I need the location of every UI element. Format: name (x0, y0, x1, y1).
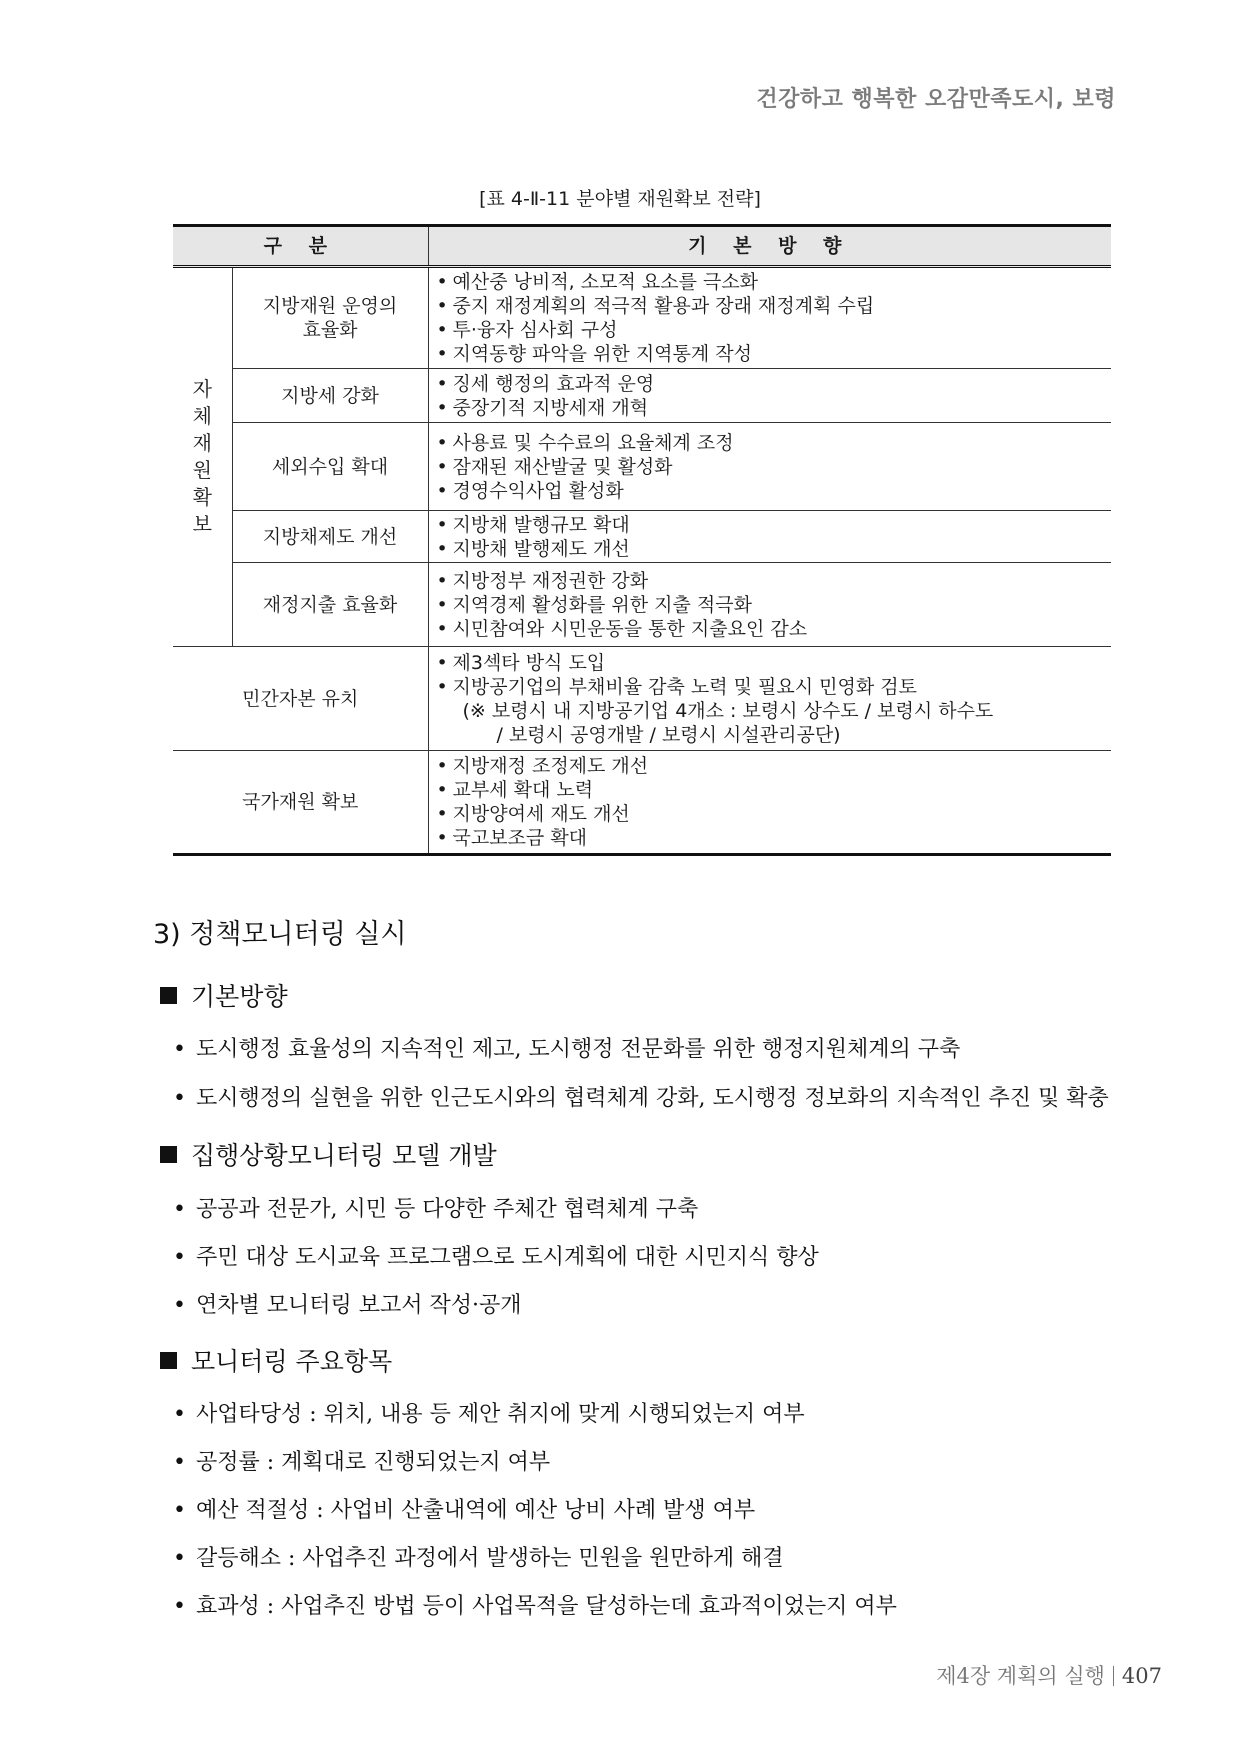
list-item: • 지방채 발행제도 개선 (435, 537, 1112, 561)
list-item: • 지방채 발행규모 확대 (435, 513, 1112, 537)
bullet-dot-icon: • (173, 1197, 186, 1222)
square-bullet-icon (160, 1146, 177, 1163)
bullet-item (173, 1493, 755, 1524)
list-item: • 지방공기업의 부채비율 감축 노력 및 필요시 민영화 검토 (435, 675, 1112, 699)
page-footer (936, 1660, 1162, 1690)
bullet-dot-icon: • (173, 1546, 186, 1571)
list-item: • 지방정부 재정권한 강화 (435, 569, 1112, 593)
row-label: 재정지출 효율화 (232, 563, 428, 647)
bullet-text: 연차별 모니터링 보고서 작성·공개 (195, 1293, 522, 1318)
list-note: (※ 보령시 내 지방공기업 4개소 : 보령시 상수도 / 보령시 하수도 (462, 699, 994, 722)
self-finance-category (173, 267, 232, 647)
bullet-item (173, 1397, 805, 1428)
list-item: • 교부세 확대 노력 (435, 778, 1112, 802)
bullet-text: 효과성 : 사업추진 방법 등이 사업목적을 달성하는데 효과적이었는지 여부 (195, 1594, 897, 1619)
bullet-text: 예산 적절성 : 사업비 산출내역에 예산 낭비 사례 발생 여부 (195, 1498, 756, 1523)
bullet-dot-icon: • (173, 1293, 186, 1318)
bullet-dot-icon: • (173, 1450, 186, 1475)
table-row (173, 369, 1111, 423)
table-row (173, 511, 1111, 563)
list-item: • 사용료 및 수수료의 요율체계 조정 (435, 431, 1112, 455)
list-item: • 중장기적 지방세재 개혁 (435, 396, 1112, 420)
row-items (428, 423, 1111, 511)
row-items (428, 511, 1111, 563)
subheading-basic-direction (160, 977, 288, 1013)
list-item: • 잠재된 재산발굴 및 활성화 (435, 455, 1112, 479)
square-bullet-icon (160, 1352, 177, 1369)
table-row (173, 647, 1111, 751)
bullet-item (173, 1445, 550, 1476)
table-header-row (173, 226, 1111, 267)
list-item: • 투·융자 심사회 구성 (435, 318, 1112, 342)
bullet-item (173, 1240, 819, 1271)
self-finance-label: 자 체 재 원 확 보 (192, 377, 212, 536)
bullet-item (173, 1541, 784, 1572)
bullet-item (173, 1589, 897, 1620)
list-item: • 중지 재정계획의 적극적 활용과 장래 재정계획 수립 (435, 294, 1112, 318)
bullet-dot-icon: • (173, 1086, 186, 1111)
bullet-text: 공공과 전문가, 시민 등 다양한 주체간 협력체계 구축 (195, 1197, 699, 1222)
bullet-item (173, 1192, 698, 1223)
row-label-text: 지방재원 운영의 효율화 (262, 295, 398, 341)
bullet-dot-icon: • (173, 1498, 186, 1523)
list-item: • 지역경제 활성화를 위한 지출 적극화 (435, 593, 1112, 617)
table-row (173, 751, 1111, 855)
bullet-text: 공정률 : 계획대로 진행되었는지 여부 (195, 1450, 551, 1475)
footer-chapter: 제4장 계획의 실행 (936, 1664, 1105, 1688)
page-number: 407 (1121, 1664, 1162, 1688)
subheading-text: 모니터링 주요항목 (191, 1347, 393, 1376)
funding-strategy-table (173, 224, 1111, 856)
list-item: • 지역동향 파악을 위한 지역통계 작성 (435, 342, 1112, 366)
row-label: 국가재원 확보 (173, 751, 428, 855)
list-item: • 국고보조금 확대 (435, 826, 1112, 850)
row-label: 세외수입 확대 (232, 423, 428, 511)
bullet-dot-icon: • (173, 1594, 186, 1619)
bullet-text: 도시행정의 실현을 위한 인근도시와의 협력체계 강화, 도시행정 정보화의 지속적인 추진 및 확충 (195, 1086, 1109, 1111)
row-items (428, 751, 1111, 855)
col-header-category: 구 분 (173, 226, 428, 267)
footer-divider (1113, 1666, 1114, 1686)
row-items (428, 647, 1111, 751)
bullet-text: 도시행정 효율성의 지속적인 제고, 도시행정 전문화를 위한 행정지원체계의 구축 (195, 1037, 961, 1062)
table-row (173, 267, 1111, 369)
list-item: • 시민참여와 시민운동을 통한 지출요인 감소 (435, 617, 1112, 641)
bullet-dot-icon: • (173, 1245, 186, 1270)
bullet-text: 갈등해소 : 사업추진 과정에서 발생하는 민원을 원만하게 해결 (195, 1546, 784, 1571)
row-label (232, 267, 428, 369)
bullet-text: 주민 대상 도시교육 프로그램으로 도시계획에 대한 시민지식 향상 (195, 1245, 819, 1270)
bullet-text: 사업타당성 : 위치, 내용 등 제안 취지에 맞게 시행되었는지 여부 (195, 1402, 805, 1427)
bullet-item (173, 1288, 522, 1319)
subheading-monitoring-model (160, 1136, 497, 1172)
list-item: • 징세 행정의 효과적 운영 (435, 372, 1112, 396)
list-item: • 예산중 낭비적, 소모적 요소를 극소화 (435, 270, 1112, 294)
table-row (173, 423, 1111, 511)
square-bullet-icon (160, 987, 177, 1004)
list-item: • 경영수익사업 활성화 (435, 479, 1112, 503)
list-item: • 지방재정 조정제도 개선 (435, 754, 1112, 778)
list-note: / 보령시 공영개발 / 보령시 시설관리공단) (496, 723, 841, 746)
subheading-monitoring-items (160, 1342, 392, 1378)
list-item: • 지방양여세 재도 개선 (435, 802, 1112, 826)
row-items (428, 369, 1111, 423)
row-label: 민간자본 유치 (173, 647, 428, 751)
col-header-direction: 기 본 방 향 (428, 226, 1111, 267)
subheading-text: 기본방향 (191, 982, 288, 1011)
row-items (428, 267, 1111, 369)
table-caption: [표 4-Ⅱ-11 분야별 재원확보 전략] (479, 188, 761, 210)
row-label: 지방세 강화 (232, 369, 428, 423)
subheading-text: 집행상황모니터링 모델 개발 (191, 1141, 497, 1170)
bullet-dot-icon: • (173, 1402, 186, 1427)
bullet-item (173, 1081, 1109, 1112)
table-row (173, 563, 1111, 647)
row-items (428, 563, 1111, 647)
running-header: 건강하고 행복한 오감만족도시, 보령 (756, 87, 1116, 112)
row-label: 지방채제도 개선 (232, 511, 428, 563)
bullet-item (173, 1032, 960, 1063)
list-item: • 제3섹타 방식 도입 (435, 651, 1112, 675)
bullet-dot-icon: • (173, 1037, 186, 1062)
section-title: 3) 정책모니터링 실시 (153, 919, 407, 950)
